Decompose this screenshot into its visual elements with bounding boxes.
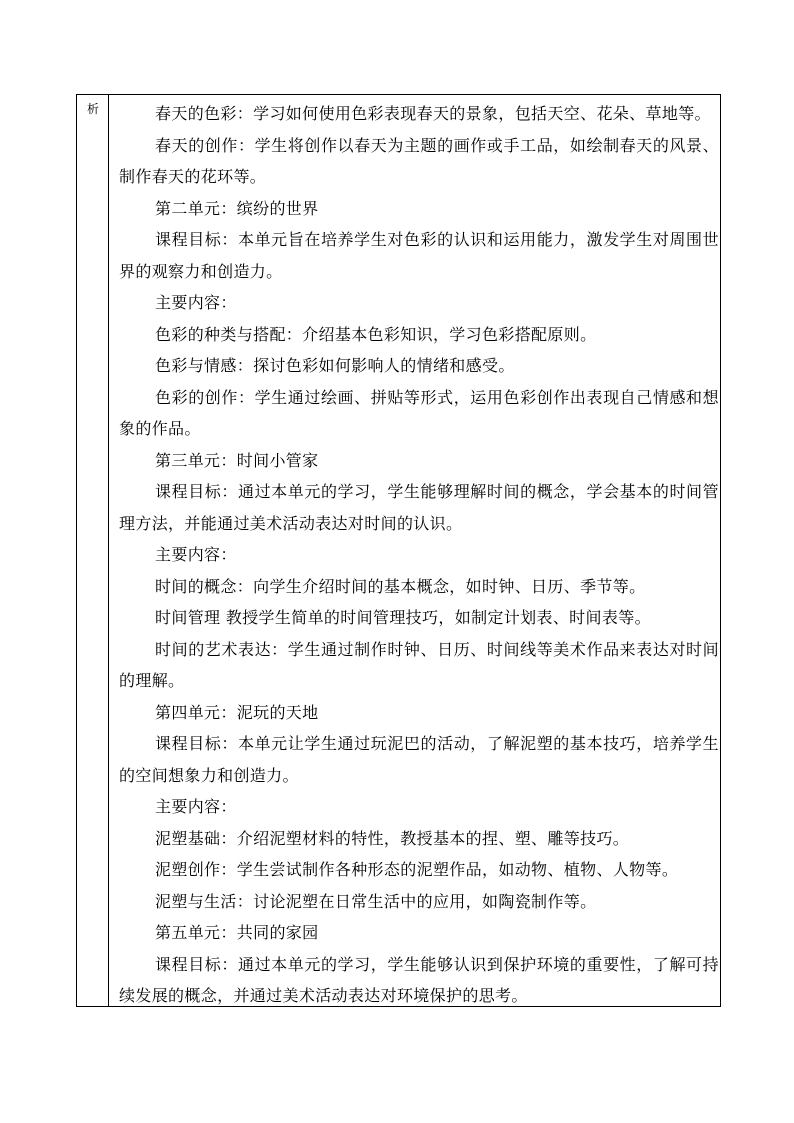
paragraph: 第五单元：共同的家园 xyxy=(155,923,319,942)
content-table xyxy=(76,94,721,1007)
row-label: 析 xyxy=(87,102,100,116)
paragraph-list xyxy=(119,98,719,1012)
paragraph: 主要内容： xyxy=(155,545,237,564)
paragraph: 时间管理 教授学生简单的时间管理技巧，如制定计划表、时间表等。 xyxy=(155,608,651,627)
paragraph: 色彩与情感：探讨色彩如何影响人的情绪和感受。 xyxy=(155,356,515,375)
paragraph: 泥塑与生活：讨论泥塑在日常生活中的应用，如陶瓷制作等。 xyxy=(155,891,597,911)
paragraph: 春天的创作：学生将创作以春天为主题的画作或手工品，如绘制春天的风景、制作春天的花环等。 xyxy=(119,135,719,186)
paragraph: 泥塑基础：介绍泥塑材料的特性，教授基本的捏、塑、雕等技巧。 xyxy=(155,828,630,848)
paragraph: 主要内容： xyxy=(155,797,237,816)
paragraph: 课程目标：本单元旨在培养学生对色彩的认识和运用能力，激发学生对周围世界的观察力和创造力。 xyxy=(119,230,719,281)
paragraph: 课程目标：通过本单元的学习，学生能够理解时间的概念，学会基本的时间管理方法，并能通过美术活动表达对时间的认识。 xyxy=(119,482,719,533)
paragraph: 色彩的种类与搭配：介绍基本色彩知识，学习色彩搭配原则。 xyxy=(155,324,597,344)
paragraph: 第二单元：缤纷的世界 xyxy=(155,198,319,218)
paragraph: 时间的艺术表达：学生通过制作时钟、日历、时间线等美术作品来表达对时间的理解。 xyxy=(119,639,719,690)
label-cell xyxy=(77,95,109,1006)
paragraph: 课程目标：本单元让学生通过玩泥巴的活动，了解泥塑的基本技巧，培养学生的空间想象力和创造力。 xyxy=(119,734,719,785)
paragraph: 色彩的创作：学生通过绘画、拼贴等形式，运用色彩创作出表现自己情感和想象的作品。 xyxy=(119,387,719,438)
paragraph: 春天的色彩：学习如何使用色彩表现春天的景象，包括天空、花朵、草地等。 xyxy=(155,104,711,123)
paragraph: 课程目标：通过本单元的学习，学生能够认识到保护环境的重要性，了解可持续发展的概念，并通过美术活动表达对环境保护的思考。 xyxy=(119,954,719,1005)
paragraph: 时间的概念：向学生介绍时间的基本概念，如时钟、日历、季节等。 xyxy=(155,576,646,596)
content-cell xyxy=(109,95,720,1006)
paragraph: 主要内容： xyxy=(155,293,237,312)
paragraph: 第三单元：时间小管家 xyxy=(155,450,319,470)
paragraph: 泥塑创作：学生尝试制作各种形态的泥塑作品，如动物、植物、人物等。 xyxy=(155,860,679,879)
paragraph: 第四单元：泥玩的天地 xyxy=(155,702,319,722)
